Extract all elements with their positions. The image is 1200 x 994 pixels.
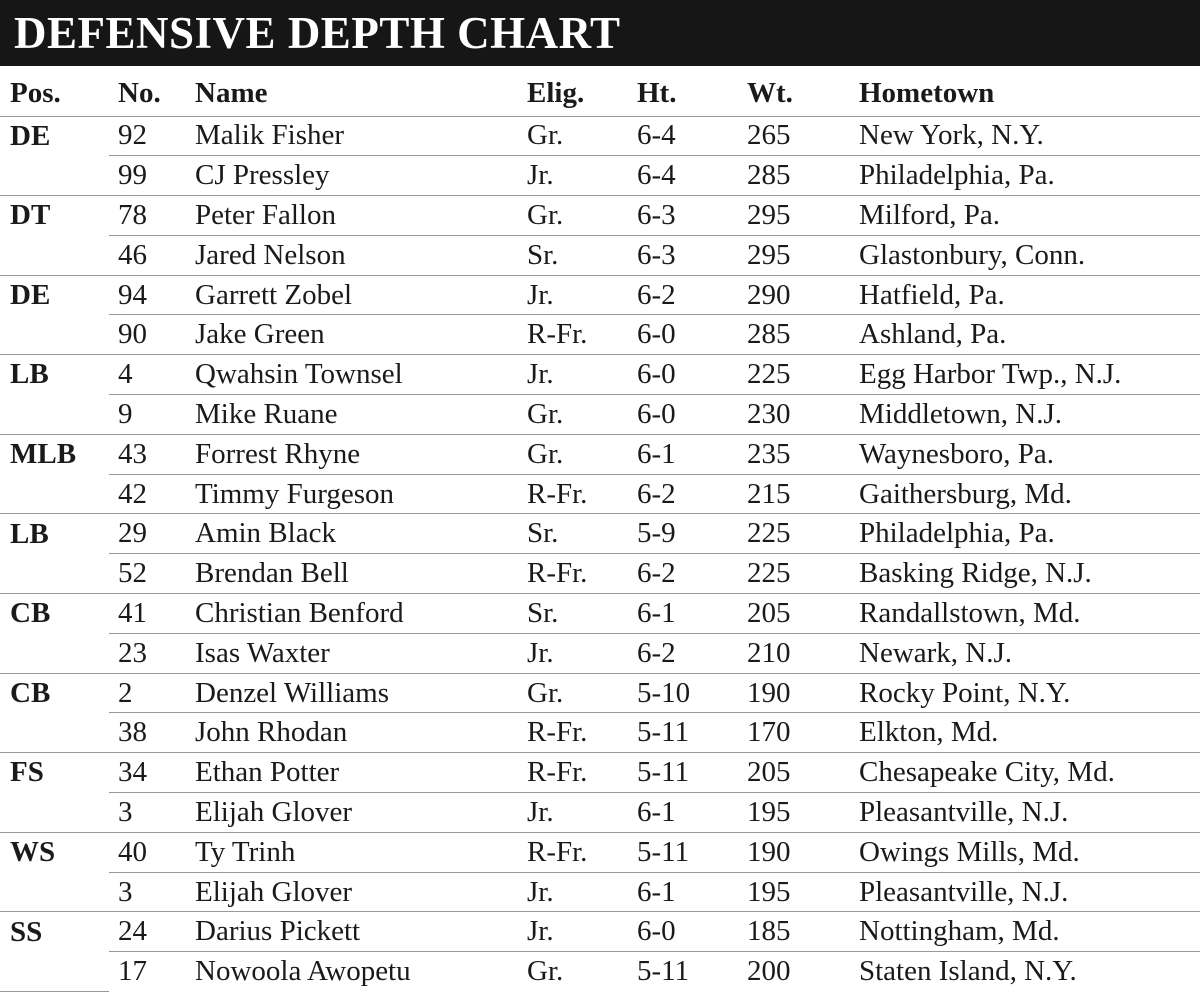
player-name-cell: Denzel Williams [183,673,517,713]
table-row [0,594,1200,634]
hometown-cell: Basking Ridge, N.J. [849,554,1200,594]
position-cell: DE [10,278,51,311]
weight-cell: 205 [737,753,849,793]
number-cell: 99 [109,156,183,196]
weight-cell: 285 [737,315,849,355]
hometown-cell: Nottingham, Md. [849,912,1200,952]
player-name-cell: Garrett Zobel [183,275,517,315]
eligibility-cell: Jr. [517,872,627,912]
table-row [0,673,1200,713]
player-name-cell: Amin Black [183,514,517,554]
number-cell: 23 [109,633,183,673]
depth-chart-table [0,66,1200,992]
number-cell: 24 [109,912,183,952]
table-row [0,514,1200,554]
number-cell: 3 [109,872,183,912]
table-row [0,196,1200,236]
weight-cell: 170 [737,713,849,753]
hometown-cell: Glastonbury, Conn. [849,235,1200,275]
eligibility-cell: R-Fr. [517,832,627,872]
player-name-cell: Mike Ruane [183,395,517,435]
header-pos: Pos. [0,66,109,116]
weight-cell: 230 [737,395,849,435]
table-row [0,355,1200,395]
eligibility-cell: Sr. [517,514,627,554]
number-cell: 40 [109,832,183,872]
weight-cell: 265 [737,116,849,156]
weight-cell: 210 [737,633,849,673]
eligibility-cell: R-Fr. [517,474,627,514]
eligibility-cell: Jr. [517,793,627,833]
header-hometown: Hometown [849,66,1200,116]
player-name-cell: Christian Benford [183,594,517,634]
height-cell: 6-2 [627,554,737,594]
weight-cell: 195 [737,872,849,912]
header-wt: Wt. [737,66,849,116]
number-cell: 94 [109,275,183,315]
player-name-cell: Isas Waxter [183,633,517,673]
player-name-cell: Nowoola Awopetu [195,955,411,988]
eligibility-cell: Jr. [517,156,627,196]
position-cell [0,156,109,196]
weight-cell: 215 [737,474,849,514]
eligibility-cell: Jr. [517,275,627,315]
eligibility-cell: Gr. [517,673,627,713]
weight-cell: 290 [737,275,849,315]
number-cell: 3 [109,793,183,833]
weight-cell: 285 [737,156,849,196]
hometown-cell: Philadelphia, Pa. [849,514,1200,554]
hometown-cell: Rocky Point, N.Y. [849,673,1200,713]
number-cell: 46 [109,235,183,275]
position-cell [0,474,109,514]
height-cell: 6-3 [627,235,737,275]
weight-cell: 200 [747,955,791,988]
position-cell: LB [10,358,49,391]
height-cell: 6-3 [627,196,737,236]
height-cell: 5-11 [627,713,737,753]
eligibility-cell: Sr. [517,594,627,634]
number-cell: 4 [109,355,183,395]
hometown-cell: Milford, Pa. [849,196,1200,236]
number-cell: 2 [109,673,183,713]
player-name-cell: Peter Fallon [183,196,517,236]
player-name-cell: CJ Pressley [183,156,517,196]
hometown-cell: Owings Mills, Md. [849,832,1200,872]
weight-cell: 225 [737,355,849,395]
position-cell [0,952,109,992]
height-cell: 6-0 [627,355,737,395]
position-cell: DT [10,199,51,232]
hometown-cell: Chesapeake City, Md. [849,753,1200,793]
header-elig: Elig. [517,66,627,116]
weight-cell: 205 [737,594,849,634]
height-cell: 6-0 [627,395,737,435]
hometown-cell: Gaithersburg, Md. [849,474,1200,514]
weight-cell: 225 [737,554,849,594]
hometown-cell: Egg Harbor Twp., N.J. [849,355,1200,395]
player-name-cell: Ethan Potter [183,753,517,793]
position-cell [0,633,109,673]
height-cell: 6-4 [627,116,737,156]
table-row [0,832,1200,872]
player-name-cell: Ty Trinh [183,832,517,872]
height-cell: 6-1 [627,594,737,634]
number-cell: 41 [109,594,183,634]
eligibility-cell: Gr. [517,196,627,236]
height-cell: 6-0 [627,912,737,952]
table-row [0,713,1200,753]
eligibility-cell: Jr. [517,912,627,952]
table-row [0,235,1200,275]
number-cell: 90 [109,315,183,355]
table-row [0,434,1200,474]
weight-cell: 195 [737,793,849,833]
hometown-cell: Pleasantville, N.J. [849,872,1200,912]
position-cell [0,554,109,594]
table-row [0,753,1200,793]
table-row [0,474,1200,514]
title-bar [0,0,1200,66]
player-name-cell: Elijah Glover [183,793,517,833]
position-cell: CB [10,597,51,630]
height-cell: 6-1 [627,872,737,912]
eligibility-cell: Gr. [517,395,627,435]
weight-cell: 235 [737,434,849,474]
player-name-cell: Brendan Bell [183,554,517,594]
eligibility-cell: Gr. [517,434,627,474]
height-cell: 5-11 [627,753,737,793]
height-cell: 5-11 [637,955,690,988]
height-cell: 5-11 [627,832,737,872]
player-name-cell: Malik Fisher [183,116,517,156]
player-name-cell: Jake Green [183,315,517,355]
position-cell: MLB [10,438,77,471]
eligibility-cell: Jr. [517,633,627,673]
weight-cell: 295 [737,196,849,236]
header-no: No. [109,66,183,116]
hometown-cell: Waynesboro, Pa. [849,434,1200,474]
number-cell: 43 [109,434,183,474]
table-row [0,952,1200,992]
header-row [0,66,1200,116]
hometown-cell: Newark, N.J. [849,633,1200,673]
weight-cell: 190 [737,832,849,872]
eligibility-cell: R-Fr. [517,713,627,753]
height-cell: 6-4 [627,156,737,196]
page-title: DEFENSIVE DEPTH CHART [14,7,621,58]
player-name-cell: Darius Pickett [183,912,517,952]
position-cell [0,235,109,275]
height-cell: 6-1 [627,793,737,833]
player-name-cell: Elijah Glover [183,872,517,912]
eligibility-cell: Jr. [517,355,627,395]
number-cell: 29 [109,514,183,554]
number-cell: 78 [109,196,183,236]
eligibility-cell: R-Fr. [517,753,627,793]
hometown-cell: New York, N.Y. [849,116,1200,156]
header-name: Name [183,66,517,116]
table-row [0,872,1200,912]
player-name-cell: Qwahsin Townsel [183,355,517,395]
number-cell: 92 [109,116,183,156]
header-ht: Ht. [627,66,737,116]
position-cell: CB [10,676,51,709]
weight-cell: 225 [737,514,849,554]
number-cell: 9 [109,395,183,435]
position-cell [0,395,109,435]
height-cell: 6-1 [627,434,737,474]
hometown-cell: Pleasantville, N.J. [849,793,1200,833]
height-cell: 6-2 [627,275,737,315]
number-cell: 52 [109,554,183,594]
table-body [0,116,1200,992]
hometown-cell: Staten Island, N.Y. [859,955,1077,988]
hometown-cell: Elkton, Md. [849,713,1200,753]
height-cell: 6-2 [627,474,737,514]
weight-cell: 190 [737,673,849,713]
table-row [0,554,1200,594]
height-cell: 6-0 [627,315,737,355]
number-cell: 38 [109,713,183,753]
eligibility-cell: Gr. [517,116,627,156]
number-cell: 17 [118,955,147,988]
hometown-cell: Philadelphia, Pa. [849,156,1200,196]
table-row [0,912,1200,952]
table-row [0,633,1200,673]
position-cell [0,872,109,912]
table-row [0,793,1200,833]
hometown-cell: Middletown, N.J. [849,395,1200,435]
number-cell: 42 [109,474,183,514]
weight-cell: 185 [737,912,849,952]
table-row [0,156,1200,196]
height-cell: 5-10 [627,673,737,713]
position-cell [0,713,109,753]
hometown-cell: Randallstown, Md. [849,594,1200,634]
eligibility-cell: R-Fr. [517,554,627,594]
table-row [0,315,1200,355]
eligibility-cell: Gr. [527,955,564,988]
player-name-cell: Jared Nelson [183,235,517,275]
weight-cell: 295 [737,235,849,275]
hometown-cell: Hatfield, Pa. [849,275,1200,315]
table-row [0,395,1200,435]
hometown-cell: Ashland, Pa. [849,315,1200,355]
eligibility-cell: Sr. [517,235,627,275]
position-cell [0,315,109,355]
position-cell: FS [10,756,44,789]
table-row [0,116,1200,156]
player-name-cell: John Rhodan [183,713,517,753]
position-cell [0,793,109,833]
eligibility-cell: R-Fr. [517,315,627,355]
player-name-cell: Timmy Furgeson [183,474,517,514]
table-row [0,275,1200,315]
position-cell: SS [10,915,43,948]
position-cell: WS [10,835,56,868]
position-cell: LB [10,517,49,550]
number-cell: 34 [109,753,183,793]
position-cell: DE [10,119,51,152]
player-name-cell: Forrest Rhyne [183,434,517,474]
height-cell: 6-2 [627,633,737,673]
height-cell: 5-9 [627,514,737,554]
